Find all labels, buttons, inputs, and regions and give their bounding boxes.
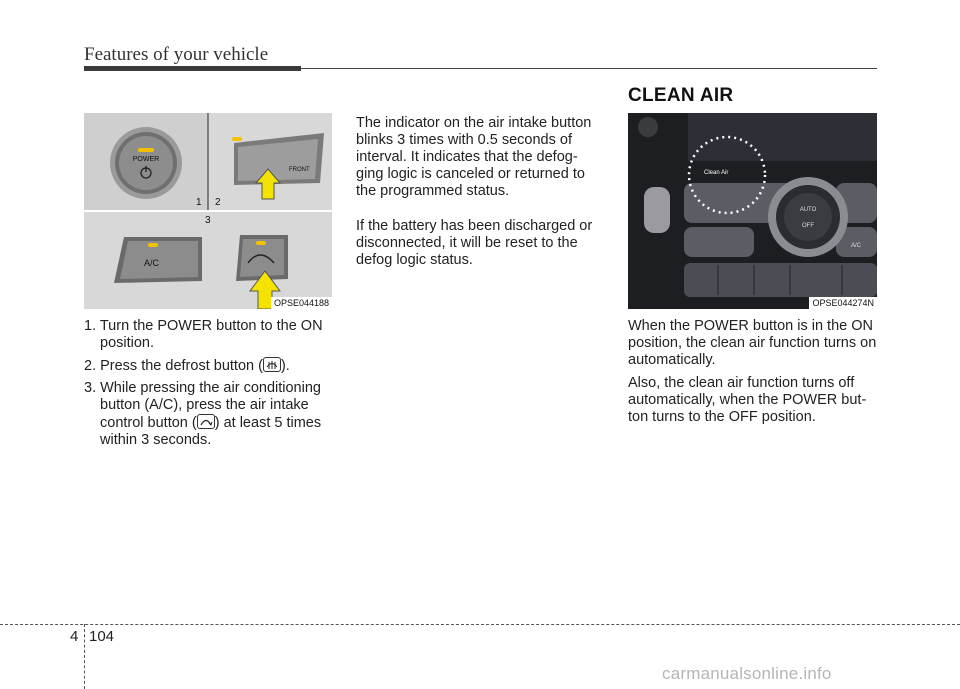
- watermark: carmanualsonline.info: [662, 664, 832, 683]
- middle-paragraph-1: The indicator on the air intake button blinks 3 times with 0.5 seconds of interval. It indicates that the defog-ging logic is canceled or returned to the programmed status.: [356, 115, 592, 199]
- front-button-label: FRONT: [289, 167, 310, 173]
- page-header-title: Features of your vehicle: [84, 44, 269, 65]
- power-knob-label: POWER: [132, 156, 160, 163]
- label-one: 1: [196, 197, 202, 208]
- label-two: 2: [215, 197, 221, 208]
- chapter-number: 4: [70, 628, 79, 645]
- left-figure-caption: OPSE044188: [271, 297, 332, 309]
- right-paragraph-1: When the POWER button is in the ON position, the clean air function turns on automatically.: [628, 318, 877, 368]
- air-intake-icon: [197, 414, 215, 429]
- step-item: [84, 318, 336, 352]
- step-item: [84, 380, 336, 449]
- footer-rule: [0, 624, 960, 625]
- middle-paragraph-2: If the battery has been discharged or disconnected, it will be reset to the defog logic status.: [356, 218, 593, 268]
- footer-divider: [84, 624, 85, 689]
- ac-button-label: A/C: [144, 258, 160, 268]
- off-label: OFF: [802, 223, 814, 229]
- ac-label: A/C: [850, 243, 862, 249]
- step-2-text-after: ).: [280, 358, 290, 374]
- step-item: [84, 357, 336, 375]
- right-column: [628, 318, 878, 444]
- defrost-icon: [263, 357, 281, 372]
- page-number: 104: [89, 628, 115, 645]
- label-three: 3: [205, 215, 211, 226]
- steps-column: [84, 318, 336, 454]
- left-figure: [84, 113, 332, 309]
- header-bar: [84, 66, 301, 71]
- step-3-text-before: 3. While pressing the air conditioning button (A/C), press the air intake control button (: [84, 380, 321, 431]
- step-1-text: 1. Turn the POWER button to the ON position.: [84, 318, 323, 351]
- step-3-text-after: ) at least 5 times within 3 seconds.: [100, 415, 322, 448]
- right-paragraph-2: Also, the clean air function turns off automatically, when the POWER but-ton turns to the OFF position.: [628, 375, 867, 425]
- middle-column: [356, 115, 604, 287]
- section-title: CLEAN AIR: [628, 85, 734, 106]
- step-2-text-before: 2. Press the defrost button (: [84, 358, 263, 374]
- auto-label: AUTO: [799, 207, 817, 213]
- right-figure-caption: OPSE044274N: [809, 297, 877, 309]
- steps-list: [84, 318, 336, 449]
- clean-air-label: Clean Air: [704, 170, 729, 176]
- right-figure: [628, 113, 877, 309]
